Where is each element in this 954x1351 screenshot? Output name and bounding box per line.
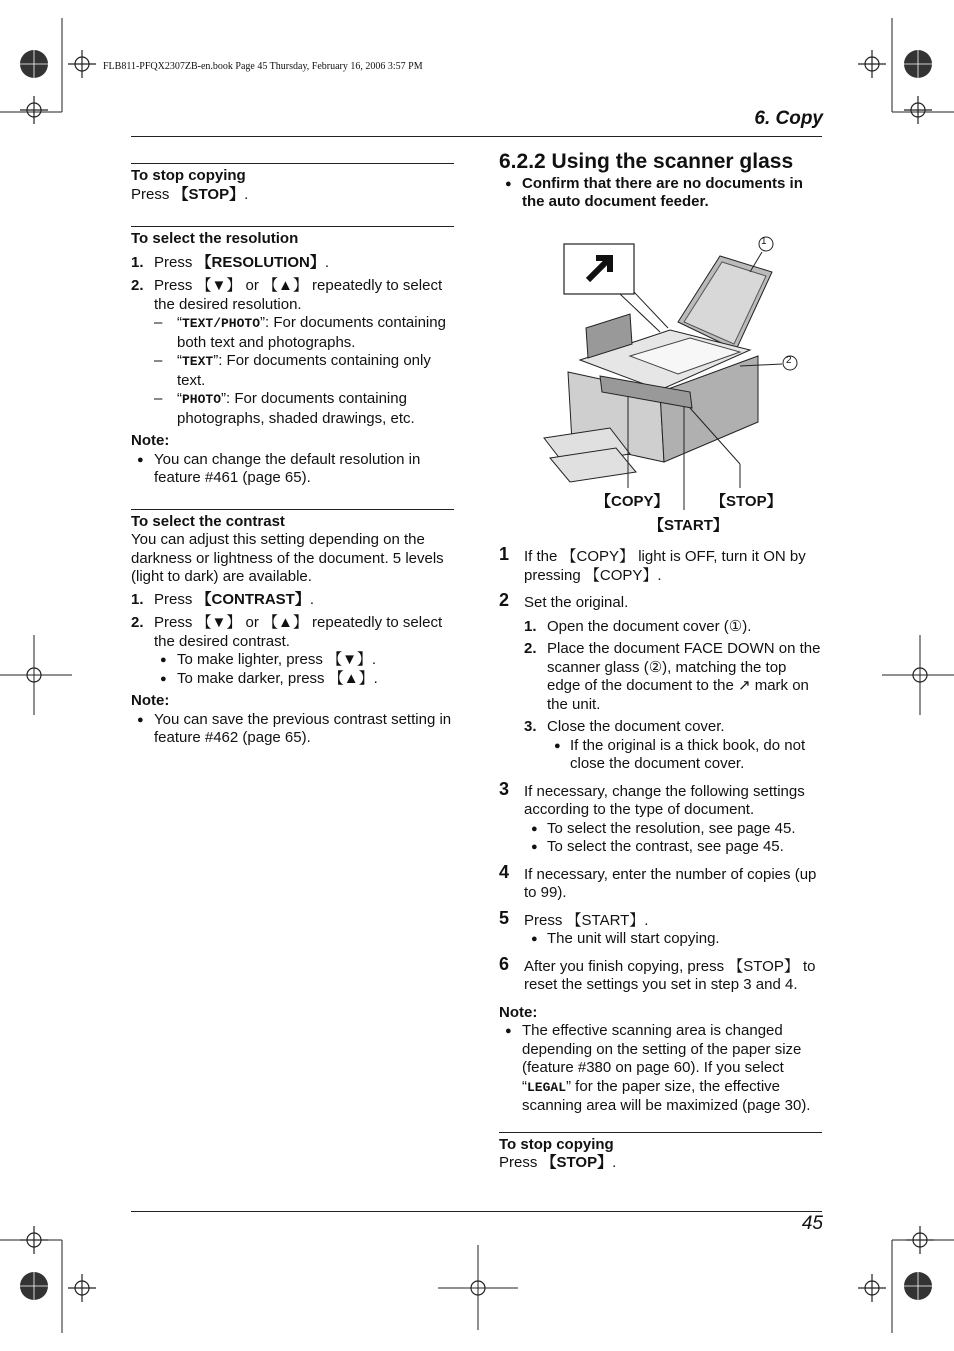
footer-rule — [131, 1211, 822, 1212]
section-title: 6.2.2 Using the scanner glass — [499, 150, 794, 173]
contrast-note: ● You can save the previous contrast setting in feature #462 (page 65). — [137, 710, 452, 746]
stop-heading: To stop copying — [131, 167, 246, 184]
label-start: 【START】 — [649, 517, 728, 534]
contrast-note-label: Note: — [131, 692, 170, 709]
right-stop-instruction: Press 【STOP】. — [499, 1154, 617, 1171]
stop-instruction: Press 【STOP】. — [131, 185, 249, 203]
scanner-illustration — [540, 232, 830, 532]
label-stop: 【STOP】 — [711, 493, 782, 510]
right-stop-heading: To stop copying — [499, 1135, 614, 1153]
contrast-section — [131, 509, 454, 748]
resolution-step-2: 2. Press 【▼】 or 【▲】 repeatedly to select the desired resolution. — [131, 277, 443, 313]
contrast-step-2: 2. Press 【▼】 or 【▲】 repeatedly to select the desired contrast. — [131, 614, 443, 650]
callout-2: 2 — [786, 355, 792, 366]
right-stop-section — [499, 1132, 822, 1173]
resolution-option: – “TEXT/PHOTO”: For documents containing both text and photographs. — [154, 314, 446, 351]
step-2-sub-3: 3. Close the document cover. — [524, 718, 725, 735]
step-2: 2 Set the original. — [499, 590, 629, 611]
chapter-title: 6. Copy — [754, 108, 823, 129]
page-number: 45 — [801, 1213, 823, 1234]
file-info: FLB811-PFQX2307ZB-en.book Page 45 Thursday, February 16, 2006 3:57 PM — [103, 61, 423, 72]
note-label: Note: — [499, 1003, 538, 1021]
step-2-sub-3-bullet: ● If the original is a thick book, do not close the document cover. — [554, 736, 806, 772]
step-5: 5 Press 【START】. — [499, 907, 649, 929]
resolution-heading: To select the resolution — [131, 230, 299, 247]
step-3-bullet: ● To select the contrast, see page 45. — [531, 838, 784, 855]
right-column — [499, 150, 822, 212]
header-rule — [131, 136, 822, 137]
note-text: ● The effective scanning area is changed depending on the setting of the paper size (feature #380 on page 60). If you select “LEGAL” for the paper size, the effective scanning area will be maximized (page 30). — [505, 1022, 811, 1114]
contrast-intro: You can adjust this setting depending on the darkness or lightness of the document. 5 levels (light to dark) are available. — [131, 531, 444, 585]
resolution-option: – “PHOTO”: For documents containing photographs, shaded drawings, etc. — [154, 390, 415, 427]
step-4: 4 If necessary, enter the number of copies (up to 99). — [499, 861, 817, 901]
step-5-bullet: ● The unit will start copying. — [531, 930, 720, 947]
step-3: 3 If necessary, change the following settings according to the type of document. — [499, 778, 805, 818]
resolution-note-label: Note: — [131, 432, 170, 449]
resolution-step-1: 1. Press 【RESOLUTION】. — [131, 253, 330, 271]
label-copy: 【COPY】 — [596, 493, 669, 510]
step-2-sub-2: 2. Place the document FACE DOWN on the scanner glass (②), matching the top edge of the document to the ↗ mark on the unit. — [524, 640, 821, 713]
step-1: 1 If the 【COPY】 light is OFF, turn it ON by pressing 【COPY】. — [499, 544, 806, 584]
step-2-sub-1: 1. Open the document cover (①). — [524, 617, 752, 635]
stop-section — [131, 163, 454, 204]
steps — [499, 544, 822, 1173]
contrast-heading: To select the contrast — [131, 512, 285, 530]
intro-bullet: ● Confirm that there are no documents in the auto document feeder. — [505, 174, 803, 210]
callout-1: 1 — [761, 236, 767, 247]
step-3-bullet: ● To select the resolution, see page 45. — [531, 819, 796, 837]
contrast-step-1: 1. Press 【CONTRAST】. — [131, 590, 315, 608]
left-column — [131, 163, 454, 748]
contrast-bullet: ● To make lighter, press 【▼】. — [160, 651, 377, 668]
contrast-bullet: ● To make darker, press 【▲】. — [160, 669, 378, 687]
resolution-section — [131, 226, 454, 488]
resolution-note: ● You can change the default resolution in feature #461 (page 65). — [137, 450, 421, 486]
step-6: 6 After you finish copying, press 【STOP】 to reset the settings you set in step 3 and 4. — [499, 953, 816, 993]
resolution-option: – “TEXT”: For documents containing only text. — [154, 352, 431, 389]
